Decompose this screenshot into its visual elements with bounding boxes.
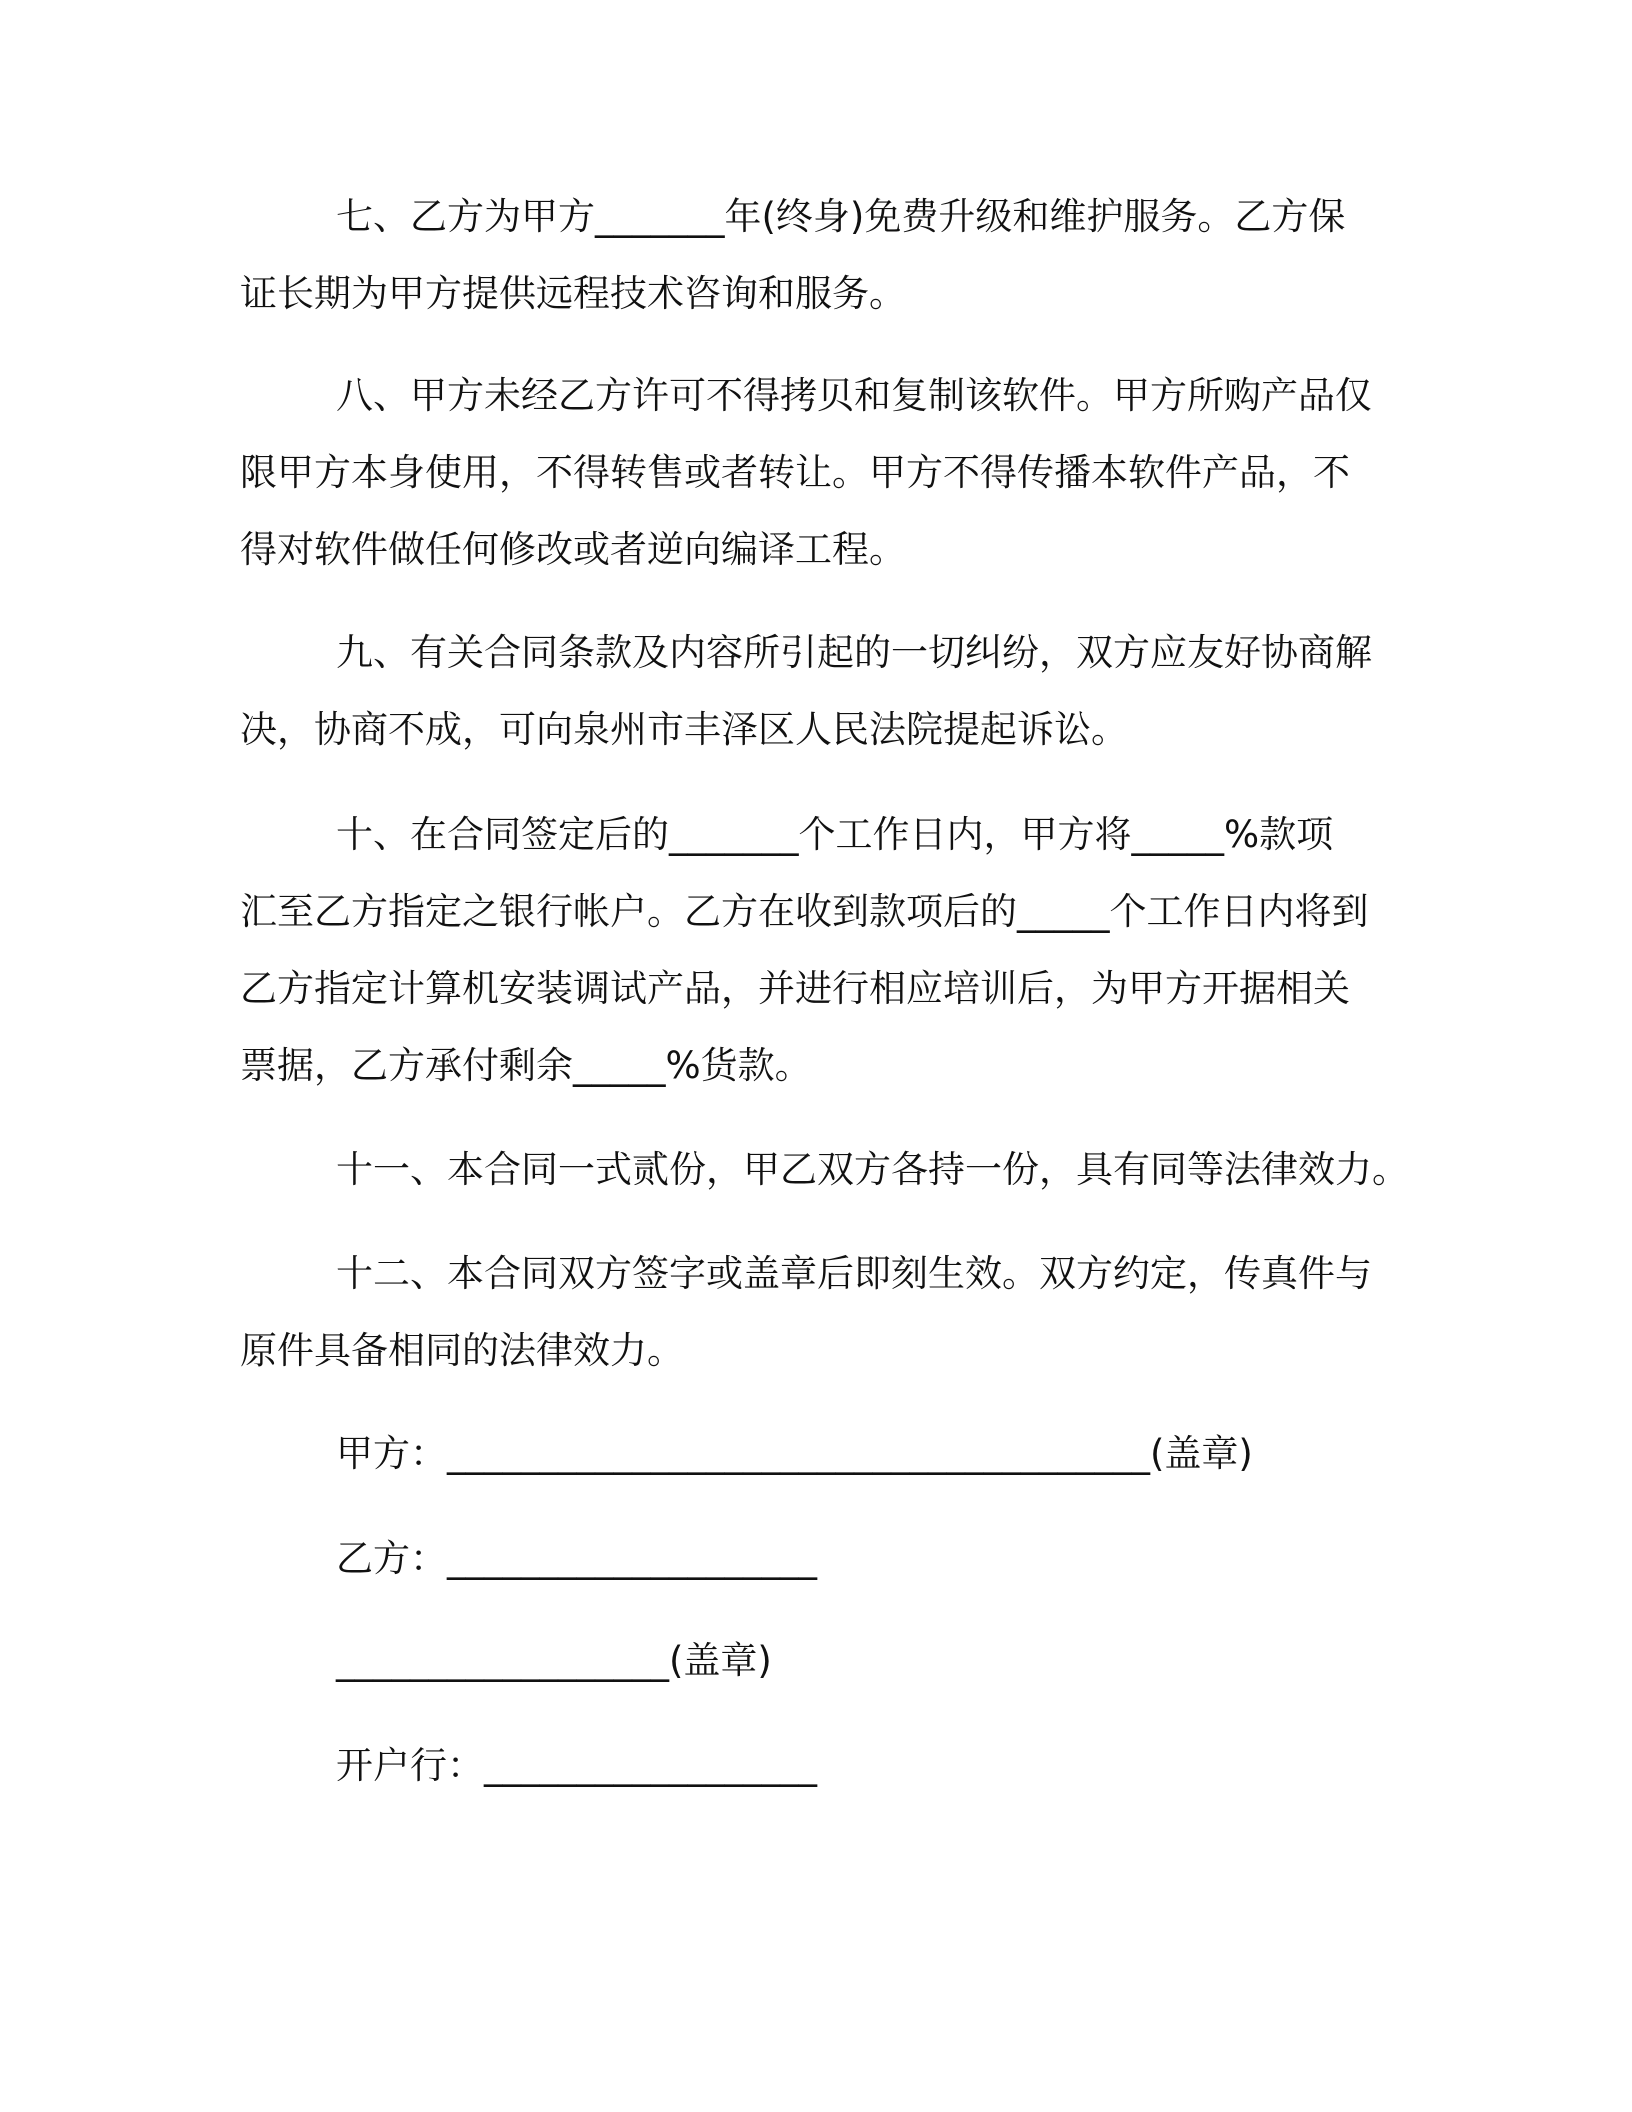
clause-12-line-2: 原件具备相同的法律效力。 xyxy=(240,1329,684,1372)
clause-9-line-1: 九、有关合同条款及内容所引起的一切纠纷，双方应友好协商解 xyxy=(336,631,1372,674)
clause-10-line-2: 汇至乙方指定之银行帐户。乙方在收到款项后的_____个工作日内将到 xyxy=(240,890,1369,933)
clause-8 xyxy=(240,357,1390,588)
party-b-signature-line: 乙方：____________________ xyxy=(336,1537,817,1580)
clause-12 xyxy=(240,1235,1390,1389)
clause-8-line-3: 得对软件做任何修改或者逆向编译工程。 xyxy=(240,528,906,571)
clause-10-line-3: 乙方指定计算机安装调试产品，并进行相应培训后，为甲方开据相关 xyxy=(240,967,1350,1010)
bank-account-line: 开户行：__________________ xyxy=(336,1744,817,1787)
clause-7-line-2: 证长期为甲方提供远程技术咨询和服务。 xyxy=(240,272,906,315)
party-a-signature-line: 甲方：______________________________________(盖章) xyxy=(336,1432,1253,1475)
clause-9-line-2: 决，协商不成，可向泉州市丰泽区人民法院提起诉讼。 xyxy=(240,708,1128,751)
clause-10-line-4: 票据，乙方承付剩余_____%货款。 xyxy=(240,1044,812,1087)
clause-11 xyxy=(240,1131,1409,1208)
party-b-seal-line: __________________(盖章) xyxy=(336,1639,772,1682)
clause-10 xyxy=(240,796,1390,1104)
clause-12-line-1: 十二、本合同双方签字或盖章后即刻生效。双方约定，传真件与 xyxy=(336,1252,1372,1295)
clause-7 xyxy=(240,178,1390,332)
clause-11-line-1: 十一、本合同一式贰份，甲乙双方各持一份，具有同等法律效力。 xyxy=(336,1148,1409,1191)
clause-10-line-1: 十、在合同签定后的_______个工作日内，甲方将_____%款项 xyxy=(336,813,1334,856)
clause-8-line-2: 限甲方本身使用，不得转售或者转让。甲方不得传播本软件产品，不 xyxy=(240,451,1350,494)
clause-7-line-1: 七、乙方为甲方_______年(终身)免费升级和维护服务。乙方保 xyxy=(336,195,1346,238)
clause-9 xyxy=(240,614,1390,768)
clause-8-line-1: 八、甲方未经乙方许可不得拷贝和复制该软件。甲方所购产品仅 xyxy=(336,374,1372,417)
